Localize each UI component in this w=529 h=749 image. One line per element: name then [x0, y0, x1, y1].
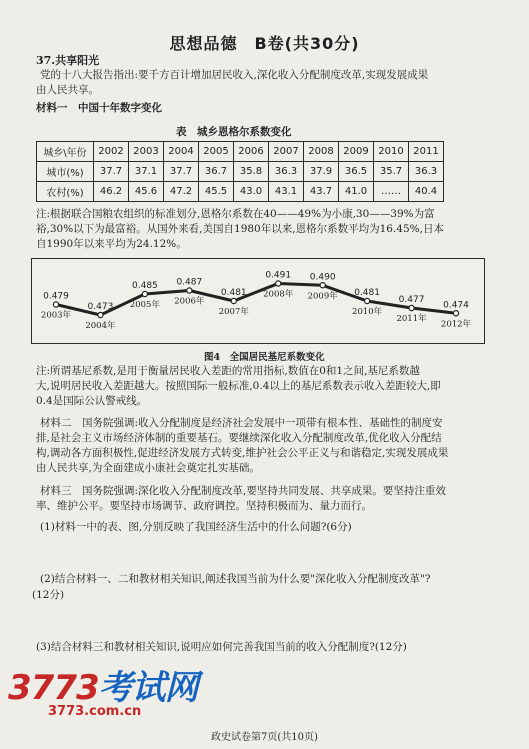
year-cell: 2002: [94, 142, 129, 162]
gini-point: [276, 281, 281, 286]
gini-chart-svg: [32, 259, 484, 343]
gini-point: [365, 298, 370, 303]
year-cell: 2006: [234, 142, 269, 162]
material-1-label: 材料一 中国十年数字变化: [36, 102, 162, 114]
gini-series-line: [56, 284, 456, 316]
gini-year-label: 2012年: [440, 319, 472, 330]
table-cell: ……: [374, 182, 409, 202]
table-cell: 43.7: [304, 182, 339, 202]
table-cell: 37.1: [129, 162, 164, 182]
gini-year-label: 2006年: [174, 296, 205, 307]
note-2-line-3: 0.4是国际公认警戒线。: [36, 395, 148, 407]
engel-table: [36, 141, 444, 202]
table-caption: 表 城乡恩格尔系数变化: [176, 126, 292, 138]
gini-value-label: 0.479: [43, 291, 69, 302]
material-2-line-3: 构,调动各方面积极性,促进经济发展方式转变,维护社会公平正义与和谐稳定,实现发展成果: [36, 447, 449, 459]
gini-value-label: 0.473: [87, 302, 114, 312]
row-label: 农村(%): [37, 182, 94, 202]
watermark-brand: [8, 660, 198, 709]
table-cell: 46.2: [94, 182, 129, 202]
question-number: 37.共享阳光: [36, 54, 100, 67]
table-cell: 35.7: [374, 162, 409, 182]
gini-year-label: 2008年: [263, 289, 294, 300]
note-2-line-1: 注:所谓基尼系数,是用于衡量居民收入差距的常用指标,数值在0和1之间,基尼系数越: [36, 365, 420, 377]
material-2-line-4: 由人民共享,为全面建成小康社会奠定扎实基础。: [36, 462, 260, 474]
gini-point: [320, 283, 325, 288]
note-1-line-3: 自1990年以来平均为24.12%。: [36, 238, 187, 250]
page-footer: 政史试卷第7页(共10页): [211, 732, 318, 743]
gini-point: [453, 311, 458, 316]
table-cell: 45.5: [199, 182, 234, 202]
watermark-number: 3773: [8, 668, 99, 708]
watermark-url: 3773.com.cn: [48, 704, 142, 719]
table-corner: 城乡\年份: [37, 142, 94, 162]
year-cell: 2008: [304, 142, 339, 162]
subquestion-3: (3)结合材料三和教材相关知识,说明应如何完善我国当前的收入分配制度?(12分): [36, 641, 407, 653]
table-cell: 37.7: [164, 162, 199, 182]
table-cell: 36.5: [339, 162, 374, 182]
gini-year-label: 2009年: [307, 291, 338, 302]
table-row-city: [37, 162, 444, 182]
gini-point: [142, 291, 147, 296]
year-cell: 2009: [339, 142, 374, 162]
subquestion-2-line-2: (12分): [32, 589, 65, 601]
gini-year-label: 2011年: [396, 314, 427, 324]
year-cell: 2010: [374, 142, 409, 162]
year-cell: 2004: [164, 142, 199, 162]
material-2-line-1: 材料二 国务院强调:收入分配制度是经济社会发展中一项带有根本性、基础性的制度安: [40, 417, 443, 429]
subquestion-1: (1)材料一中的表、图,分别反映了我国经济生活中的什么问题?(6分): [40, 521, 352, 533]
gini-chart: [31, 258, 485, 344]
material-3-line-1: 材料三 国务院强调:深化收入分配制度改革,要坚持共同发展、共享成果。要坚持注重效: [40, 485, 446, 497]
year-cell: 2011: [409, 142, 444, 162]
watermark-cn: 考试网: [98, 668, 198, 708]
intro-line-1: 党的十八大报告指出:要千方百计增加居民收入,深化收入分配制度改革,实现发展成果: [40, 69, 429, 81]
page-title: 思想品德 B卷(共30分): [169, 34, 360, 53]
gini-point: [409, 305, 414, 310]
gini-point: [98, 312, 103, 317]
gini-value-label: 0.477: [398, 295, 425, 305]
note-1-line-1: 注:根据联合国粮农组织的标准划分,恩格尔系数在40——49%为小康,30——39%为富: [36, 208, 435, 220]
gini-value-label: 0.481: [220, 288, 247, 298]
gini-value-label: 0.490: [309, 272, 336, 283]
note-1-line-2: 裕,30%以下为最富裕。从国外来看,美国自1980年以来,恩格尔系数平均为16.45%,日本: [36, 223, 444, 235]
year-cell: 2005: [199, 142, 234, 162]
table-cell: 45.6: [129, 182, 164, 202]
gini-year-label: 2004年: [85, 321, 116, 331]
table-cell: 36.3: [269, 162, 304, 182]
table-cell: 47.2: [164, 182, 199, 202]
gini-value-label: 0.485: [132, 281, 158, 291]
year-cell: 2003: [129, 142, 164, 162]
table-cell: 35.8: [234, 162, 269, 182]
row-label: 城市(%): [37, 162, 94, 182]
site-watermark-logo: [8, 660, 218, 720]
gini-year-label: 2005年: [129, 300, 160, 310]
gini-value-label: 0.474: [443, 300, 469, 311]
table-row-rural: [37, 182, 444, 202]
table-cell: 36.3: [409, 162, 444, 182]
year-cell: 2007: [269, 142, 304, 162]
table-cell: 37.9: [304, 162, 339, 182]
subquestion-2-line-1: (2)结合材料一、二和教材相关知识,阐述我国当前为什么要"深化收入分配制度改革"?: [40, 573, 431, 585]
gini-value-label: 0.491: [265, 270, 292, 281]
note-2-line-2: 大,说明居民收入差距越大。按照国际一般标准,0.4以上的基尼系数表示收入差距较大,即: [36, 380, 441, 392]
table-cell: 40.4: [409, 182, 444, 202]
gini-value-label: 0.487: [176, 277, 203, 288]
table-cell: 43.1: [269, 182, 304, 202]
table-cell: 43.0: [234, 182, 269, 202]
gini-value-label: 0.481: [354, 288, 380, 298]
material-2-line-2: 排,是社会主义市场经济体制的重要基石。要继续深化收入分配制度改革,优化收入分配结: [36, 432, 442, 444]
gini-point: [187, 288, 192, 293]
gini-point: [231, 298, 236, 303]
gini-year-label: 2003年: [40, 310, 72, 321]
table-cell: 37.7: [94, 162, 129, 182]
table-cell: 41.0: [339, 182, 374, 202]
gini-year-label: 2010年: [352, 307, 383, 317]
table-header-row: [37, 142, 444, 162]
figure-caption: 图4 全国居民基尼系数变化: [204, 352, 325, 363]
gini-year-label: 2007年: [218, 307, 249, 317]
gini-point: [53, 302, 58, 307]
material-3-line-2: 率、维护公平。要坚持市场调节、政府调控。坚持积极而为、量力而行。: [36, 500, 372, 512]
intro-line-2: 由人民共享。: [36, 84, 99, 96]
table-cell: 36.7: [199, 162, 234, 182]
